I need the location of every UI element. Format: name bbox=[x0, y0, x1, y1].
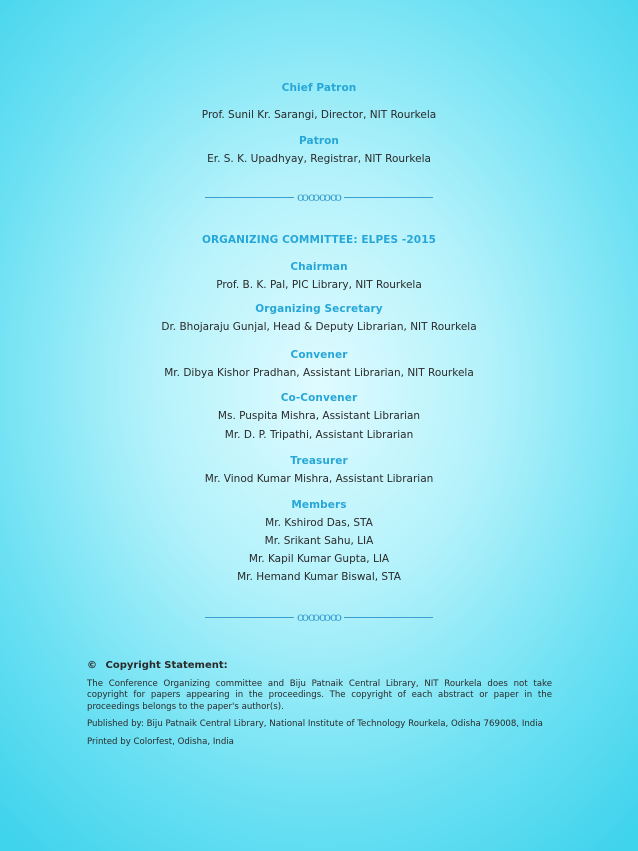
ornamental-divider-top bbox=[205, 190, 433, 204]
ornamental-divider-bottom bbox=[205, 610, 433, 624]
committee-heading: ORGANIZING COMMITTEE: ELPES -2015 bbox=[201, 234, 437, 246]
copyright-statement: The Conference Organizing committee and Biju Patnaik Central Library, NIT Rourkela does not take copyright for papers appearing in the proceedings. The copyright of each abstract or paper in the proceedings belongs to the paper's author(s). bbox=[87, 678, 552, 712]
divider-rule-left bbox=[205, 197, 294, 198]
members-heading: Members bbox=[291, 499, 347, 511]
divider-rule-right bbox=[344, 197, 433, 198]
chairman-heading: Chairman bbox=[290, 261, 348, 273]
copyright-section bbox=[87, 660, 552, 754]
chief-patron-heading: Chief Patron bbox=[281, 82, 357, 94]
divider-rule-left bbox=[205, 617, 294, 618]
co-convener-heading: Co-Convener bbox=[280, 392, 358, 404]
treasurer-heading: Treasurer bbox=[290, 455, 348, 467]
secretary-name: Dr. Bhojaraju Gunjal, Head & Deputy Librarian, NIT Rourkela bbox=[161, 321, 477, 333]
convener-name: Mr. Dibya Kishor Pradhan, Assistant Librarian, NIT Rourkela bbox=[164, 367, 474, 379]
divider-ornament-icon: ꝏꝏꝏꝏ bbox=[297, 610, 341, 624]
convener-heading: Convener bbox=[290, 349, 348, 361]
co-convener-name: Ms. Puspita Mishra, Assistant Librarian bbox=[217, 410, 421, 422]
copyright-title bbox=[87, 660, 552, 672]
member-name: Mr. Kshirod Das, STA bbox=[265, 517, 373, 529]
published-by: Published by: Biju Patnaik Central Library, National Institute of Technology Rourkela, Odisha 769008, India bbox=[87, 719, 543, 729]
divider-ornament-icon: ꝏꝏꝏꝏ bbox=[297, 190, 341, 204]
divider-rule-right bbox=[344, 617, 433, 618]
member-name: Mr. Kapil Kumar Gupta, LIA bbox=[248, 553, 390, 565]
copyright-symbol-icon: © bbox=[87, 660, 97, 671]
treasurer-name: Mr. Vinod Kumar Mishra, Assistant Librarian bbox=[204, 473, 434, 485]
patron-heading: Patron bbox=[299, 135, 339, 147]
printed-by: Printed by Colorfest, Odisha, India bbox=[87, 736, 234, 747]
copyright-title-text: Copyright Statement: bbox=[105, 660, 228, 671]
member-name: Mr. Hemand Kumar Biswal, STA bbox=[237, 571, 401, 583]
member-name: Mr. Srikant Sahu, LIA bbox=[264, 535, 374, 547]
secretary-heading: Organizing Secretary bbox=[255, 303, 383, 315]
chairman-name: Prof. B. K. Pal, PIC Library, NIT Rourkela bbox=[216, 279, 422, 291]
co-convener-name: Mr. D. P. Tripathi, Assistant Librarian bbox=[224, 429, 414, 441]
chief-patron-name: Prof. Sunil Kr. Sarangi, Director, NIT Rourkela bbox=[201, 109, 437, 121]
patron-name: Er. S. K. Upadhyay, Registrar, NIT Rourkela bbox=[207, 153, 431, 165]
